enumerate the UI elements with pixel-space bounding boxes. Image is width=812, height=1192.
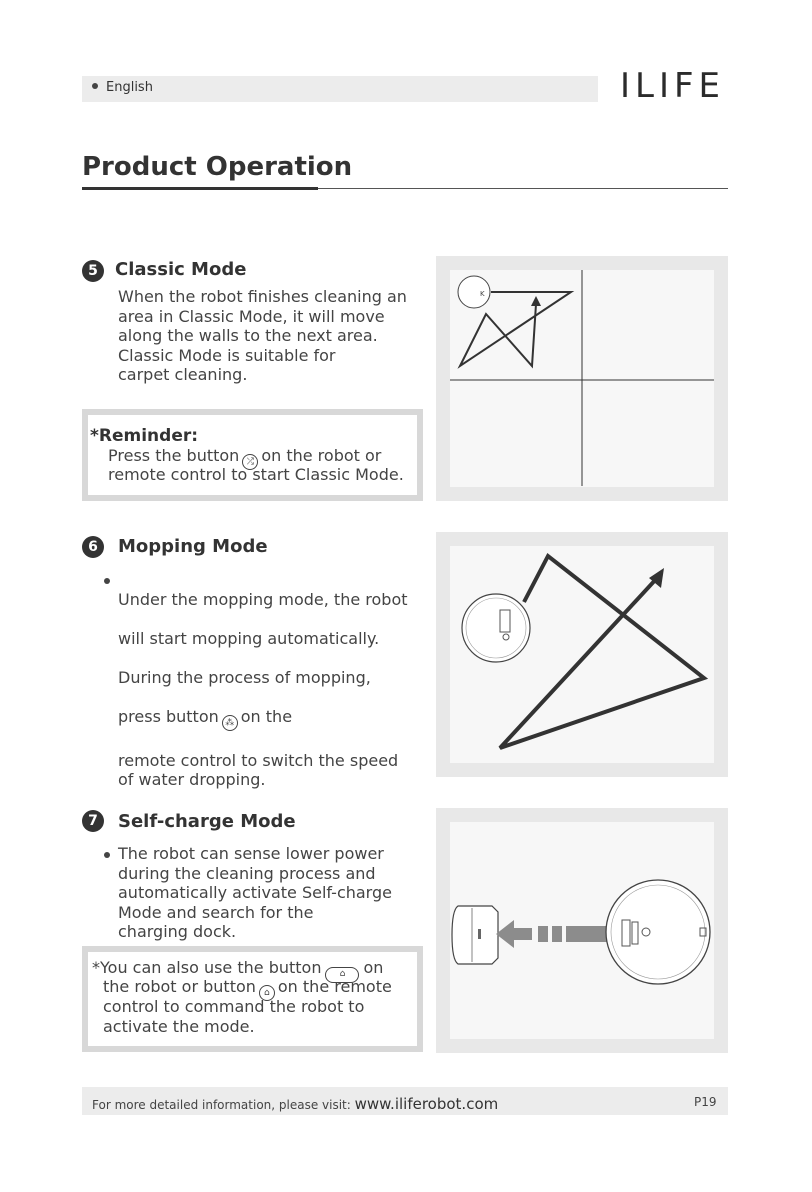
water-speed-button-icon: ⁂ bbox=[222, 715, 238, 731]
reminder-text: Press the button bbox=[108, 446, 240, 465]
section-number: 6 bbox=[82, 536, 104, 558]
body-text: press button bbox=[118, 707, 219, 727]
svg-text:K: K bbox=[480, 290, 485, 298]
brand-logo: ILIFE bbox=[620, 66, 726, 106]
body-line: remote control to switch the speed of water dropping. bbox=[118, 750, 399, 790]
reminder-heading bbox=[90, 426, 198, 446]
reminder-text: on the robot or bbox=[261, 446, 382, 465]
section-title: Self-charge Mode bbox=[118, 811, 296, 832]
mopping-mode-figure bbox=[436, 532, 728, 777]
mopping-path-illustration bbox=[436, 532, 728, 777]
body-line: During the process of mopping, bbox=[118, 667, 371, 687]
language-label bbox=[92, 80, 153, 95]
page-number: P19 bbox=[694, 1095, 717, 1109]
dock-button-icon: ⌂ bbox=[259, 985, 275, 1001]
section-number: 5 bbox=[82, 260, 104, 282]
footer-text: For more detailed information, please visit: bbox=[92, 1098, 351, 1112]
page-title: Product Operation bbox=[82, 152, 353, 182]
body-text: on the bbox=[240, 707, 293, 727]
body-line: Under the mopping mode, the robot bbox=[118, 589, 408, 609]
reminder-text: *You can also use the button bbox=[92, 958, 322, 977]
reminder-title: Reminder: bbox=[98, 426, 199, 446]
body-line: will start mopping automatically. bbox=[118, 628, 380, 648]
reminder-line: remote control to start Classic Mode. bbox=[108, 465, 404, 484]
reminder-line: activate the mode. bbox=[103, 1017, 255, 1036]
section-title: Mopping Mode bbox=[118, 536, 268, 557]
header-bar bbox=[82, 76, 598, 102]
section-body: The robot can sense lower power during the cleaning process and automatically activate Self-charge Mode and search for the charging dock. bbox=[118, 844, 392, 942]
section-number: 7 bbox=[82, 810, 104, 832]
classic-mode-path-illustration bbox=[436, 256, 728, 501]
self-charge-illustration bbox=[436, 808, 728, 1053]
self-charge-figure bbox=[436, 808, 728, 1053]
footer-link[interactable]: www.iliferobot.com bbox=[354, 1095, 499, 1113]
body-line bbox=[118, 707, 418, 731]
reminder-text: on the remote bbox=[277, 977, 392, 996]
bullet-icon bbox=[92, 83, 98, 89]
classic-mode-figure bbox=[436, 256, 728, 501]
reminder-text: on bbox=[363, 958, 384, 977]
footer-info bbox=[92, 1095, 498, 1113]
section-body: When the robot finishes cleaning an area in Classic Mode, it will move along the walls to the next area. Classic Mode is suitable for carpet cleaning. bbox=[118, 287, 407, 385]
reminder-star: * bbox=[90, 426, 99, 446]
reminder-text: the robot or button bbox=[103, 977, 256, 996]
section-title: Classic Mode bbox=[115, 259, 247, 280]
home-button-icon: ⌂ bbox=[325, 967, 359, 983]
classic-mode-button-icon: ⤮ bbox=[242, 454, 258, 470]
reminder-line: control to command the robot to bbox=[103, 997, 365, 1016]
bullet-icon bbox=[104, 578, 110, 584]
bullet-icon bbox=[104, 852, 110, 858]
title-underline bbox=[82, 187, 318, 190]
language-text: English bbox=[106, 80, 153, 95]
section-body bbox=[118, 570, 418, 810]
